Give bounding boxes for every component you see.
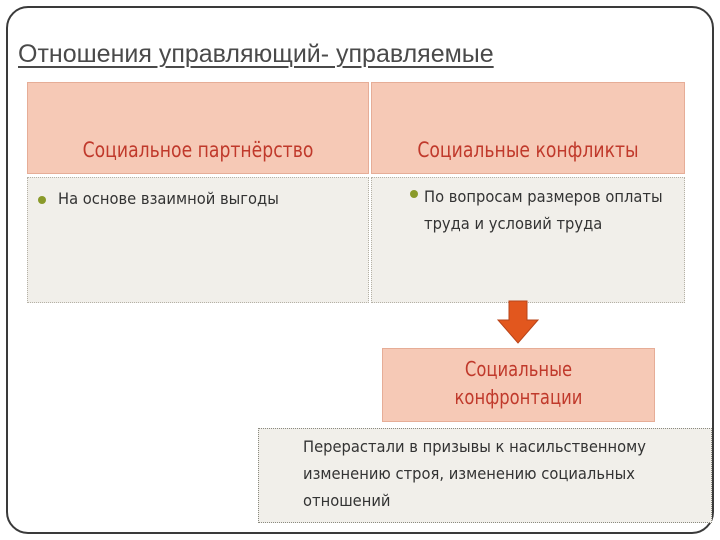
confrontation-line-1: Социальные [464,357,573,381]
slide-title: Отношения управляющий- управляемые [18,40,494,68]
bullet-dot-icon [410,190,418,198]
social-conflicts-header [371,82,685,174]
social-confrontation-box [382,348,655,422]
social-conflicts-header-label: Социальные конфликты [417,138,639,162]
down-arrow-icon [497,300,539,344]
social-conflicts-bullet: По вопросам размеров оплаты труда и условий труда [424,187,663,233]
escalation-box [258,428,712,523]
social-partnership-header [27,82,369,174]
social-partnership-bullet: На основе взаимной выгоды [58,189,279,208]
social-conflicts-body [371,177,685,303]
escalation-text: Перерастали в призывы к насильственному изменению строя, изменению социальных отношений [303,437,646,510]
confrontation-line-2: конфронтации [454,385,583,409]
social-partnership-body [27,177,369,303]
social-partnership-header-label: Социальное партнёрство [82,138,314,162]
bullet-dot-icon [38,196,46,204]
